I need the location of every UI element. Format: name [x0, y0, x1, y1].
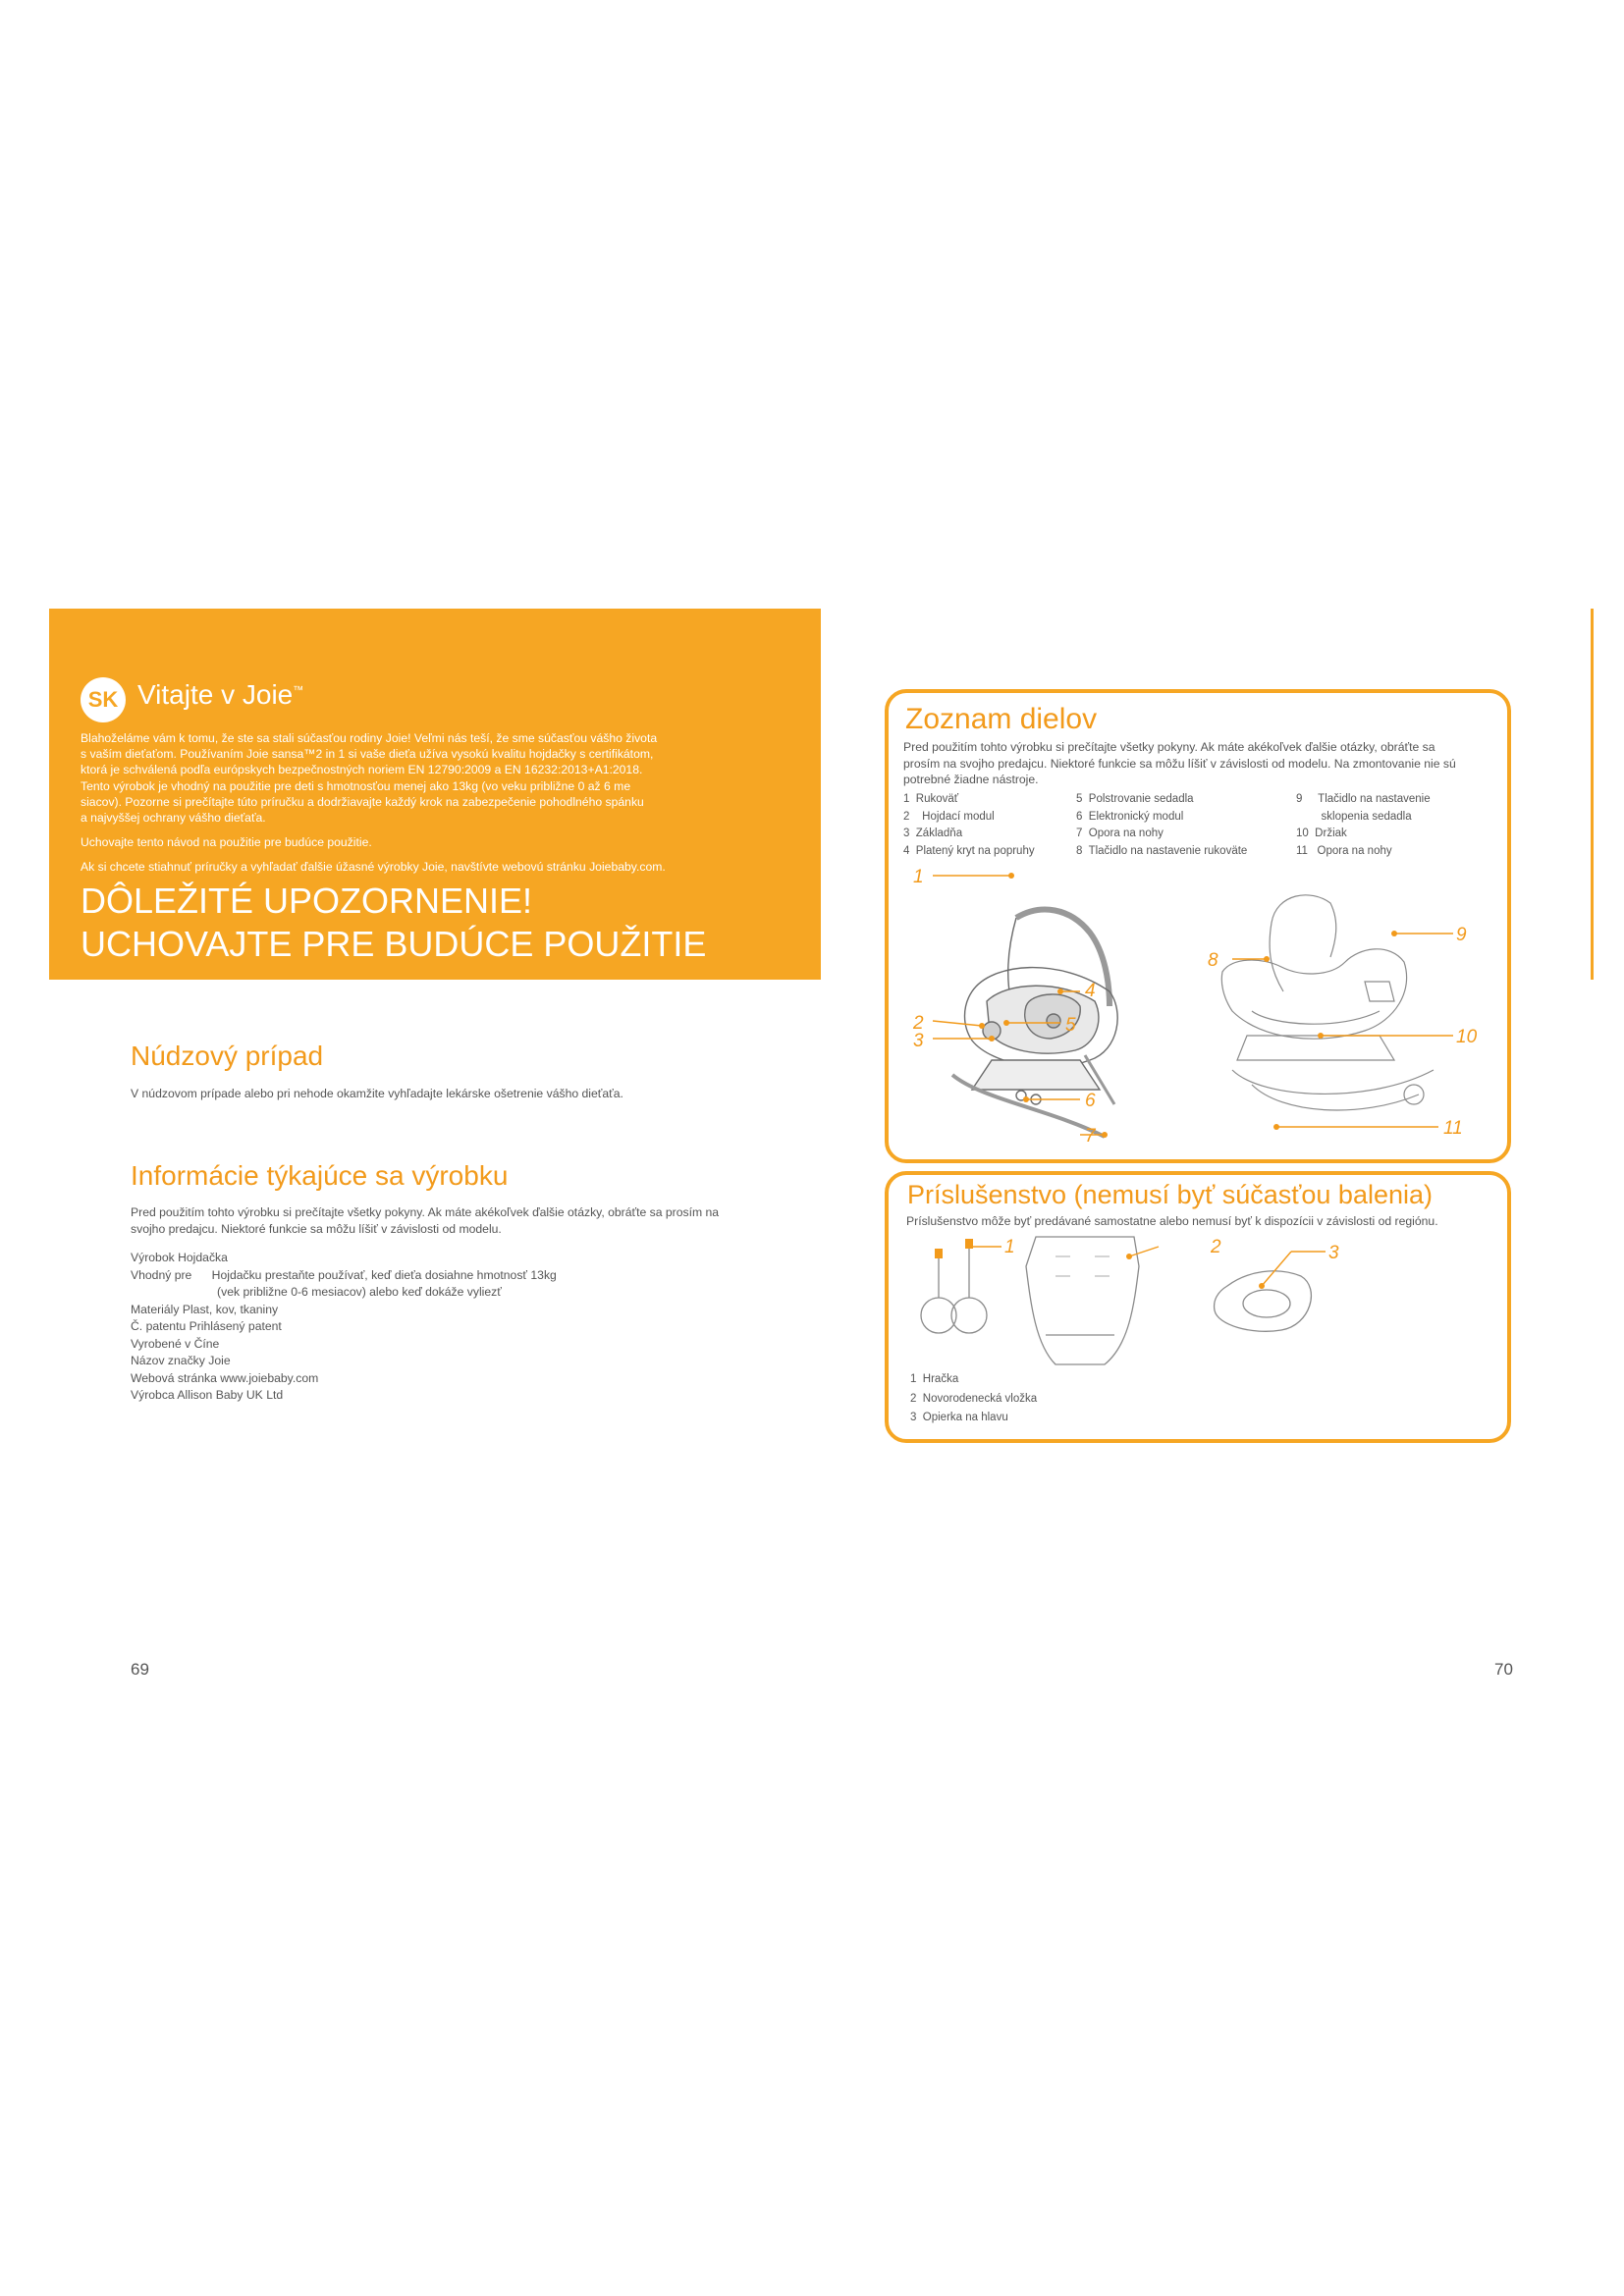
spec-list: [131, 1250, 759, 1405]
warning-line-1: DÔLEŽITÉ UPOZORNENIE!: [81, 881, 533, 921]
acc-callout-3: 3: [1328, 1243, 1339, 1263]
accessory-item: 3 Opierka na hlavu: [910, 1412, 1008, 1423]
parts-column-2: [1076, 791, 1247, 860]
spec-item: Názov značky Joie: [131, 1354, 231, 1367]
emergency-heading: Núdzový prípad: [131, 1041, 324, 1071]
intro-text: [81, 730, 768, 884]
important-warning: [81, 880, 706, 966]
emergency-text: V núdzovom prípade alebo pri nehode okamžite vyhľadajte lekárske ošetrenie vášho dieťaťa.: [131, 1087, 623, 1100]
spec-item: Výrobca Allison Baby UK Ltd: [131, 1388, 284, 1402]
parts-intro-text: Pred použitím tohto výrobku si prečítajte všetky pokyny. Ak máte akékoľvek ďalšie otázky, obráťte sa prosím na svojho predajcu. Niektoré funkcie sa môžu líšiť v závislosti od modelu. Na zmontovanie nie sú potrebné žiadne nástroje.: [903, 740, 1456, 786]
callout-11: 11: [1443, 1118, 1463, 1139]
parts-column-1: [903, 791, 1035, 860]
callout-1: 1: [913, 867, 924, 887]
product-info-text: Pred použitím tohto výrobku si prečítajte všetky pokyny. Ak máte akékoľvek ďalšie otázky, obráťte sa prosím na svojho predajcu. Niektoré funkcie sa môžu líšiť v závislosti od modelu.: [131, 1205, 720, 1236]
accessories-intro: Príslušenstvo môže byť predávané samostatne alebo nemusí byť k dispozícii v závislosti od regiónu.: [906, 1214, 1438, 1228]
spec-item: Č. patentu Prihlásený patent: [131, 1319, 282, 1333]
callout-5: 5: [1065, 1015, 1076, 1036]
parts-column-3: [1296, 791, 1431, 860]
spec-item: Výrobok Hojdačka: [131, 1251, 228, 1264]
callout-3: 3: [913, 1031, 924, 1051]
callout-8: 8: [1208, 950, 1218, 971]
language-badge: SK: [81, 677, 126, 722]
download-note: Ak si chcete stiahnuť príručky a vyhľadať ďalšie úžasné výrobky Joie, navštívte webovú stránku Joiebaby.com.: [81, 860, 666, 875]
accessory-item: 1 Hračka: [910, 1373, 959, 1385]
accessories-list: [910, 1370, 1037, 1428]
spec-item: Vhodný pre Hojdačku prestaňte používať, keď dieťa dosiahne hmotnosť 13kg: [131, 1267, 557, 1282]
product-info-heading: Informácie týkajúce sa výrobku: [131, 1160, 509, 1191]
spec-item: Materiály Plast, kov, tkaniny: [131, 1302, 279, 1316]
page-edge-marker: [1591, 609, 1594, 980]
spec-item: (vek približne 0-6 mesiacov) alebo keď dokáže vyliezť: [131, 1285, 502, 1299]
part-item: 1 Rukoväť: [903, 793, 959, 805]
acc-callout-2: 2: [1211, 1237, 1221, 1257]
swing-diagram-front: [913, 864, 1208, 1158]
accessory-item: 2 Novorodenecká vložka: [910, 1392, 1038, 1405]
page-number-left: 69: [131, 1660, 149, 1679]
callout-6: 6: [1085, 1091, 1096, 1111]
callout-7: 7: [1085, 1126, 1096, 1147]
welcome-title: Vitajte v Joie™: [137, 679, 304, 710]
keep-manual-note: Uchovajte tento návod na použitie pre budúce použitie.: [81, 835, 372, 850]
part-item: 7 Opora na nohy: [1076, 828, 1164, 839]
accessories-heading: Príslušenstvo (nemusí byť súčasťou balenia): [907, 1180, 1434, 1209]
intro-paragraph: Blahoželáme vám k tomu, že ste sa stali súčasťou rodiny Joie! Veľmi nás teší, že sme súčasťou vášho života s vaším dieťaťom. Používaním Joie sansa™2 in 1 si vaše dieťa užíva vysokú kvalitu hojdačky s certifikátom, ktorá je schválená podľa európskych bezpečnostných noriem EN 12790:2009 a EN 16232:2013+A1:2018. Tento výrobok je vhodný na použitie pre deti s hmotnosťou menej ako 13kg (vo veku približne 0 až 6 me siacov). Pozorne si prečítajte túto príručku a dodržiavajte každý krok na zabezpečenie pohodlného spánku a najvyššej ochrany vášho dieťaťa.: [81, 731, 658, 826]
part-item: 10 Držiak: [1296, 828, 1347, 839]
page-number-right: 70: [1494, 1660, 1513, 1679]
acc-callout-1: 1: [1004, 1237, 1015, 1257]
part-item: 8 Tlačidlo na nastavenie rukoväte: [1076, 844, 1248, 857]
parts-list-heading: Zoznam dielov: [905, 703, 1098, 735]
callout-10: 10: [1456, 1027, 1478, 1047]
callout-9: 9: [1456, 925, 1467, 945]
trademark-mark: ™: [293, 684, 304, 697]
spec-item: Vyrobené v Číne: [131, 1336, 220, 1351]
part-item: 3 Základňa: [903, 828, 963, 839]
part-item: 2 Hojdací modul: [903, 810, 995, 823]
part-item: 4 Platený kryt na popruhy: [903, 844, 1035, 857]
warning-line-2: UCHOVAJTE PRE BUDÚCE POUŽITIE: [81, 924, 707, 964]
accessories-diagram: [908, 1227, 1399, 1374]
part-item: 9 Tlačidlo na nastavenie: [1296, 793, 1431, 805]
swing-diagram-side: [1193, 864, 1497, 1158]
part-item: sklopenia sedadla: [1296, 810, 1412, 823]
part-item: 6 Elektronický modul: [1076, 810, 1184, 823]
spec-item: Webová stránka www.joiebaby.com: [131, 1370, 319, 1385]
part-item: 11 Opora na nohy: [1296, 844, 1392, 857]
callout-4: 4: [1085, 981, 1096, 1001]
callout-2: 2: [913, 1013, 924, 1034]
part-item: 5 Polstrovanie sedadla: [1076, 793, 1194, 805]
